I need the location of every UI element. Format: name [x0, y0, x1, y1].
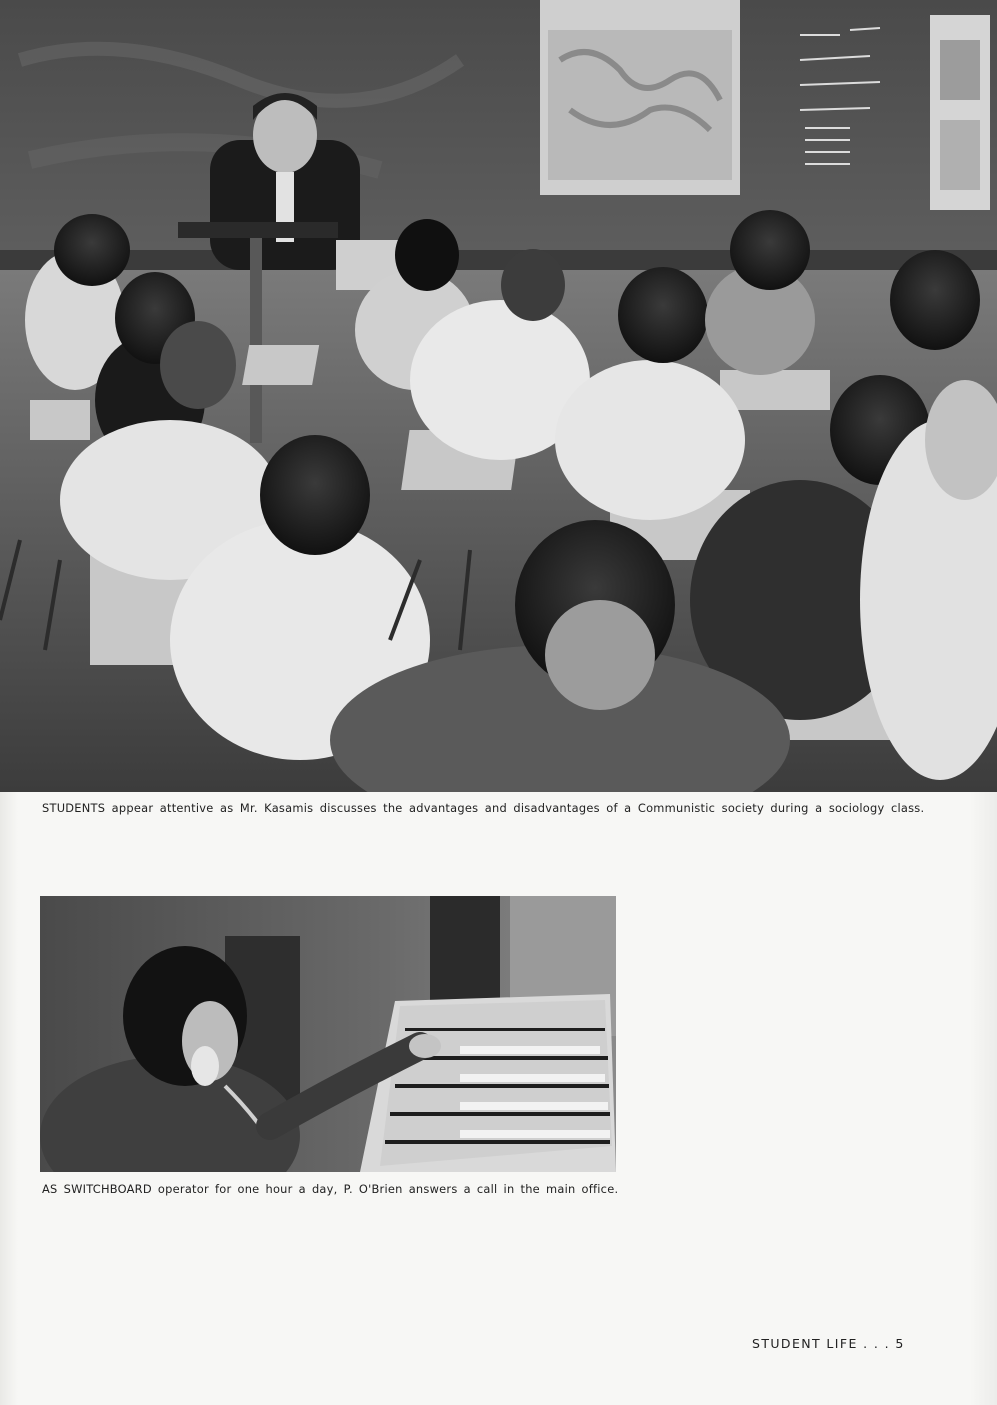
section-label: STUDENT LIFE . . . [752, 1336, 890, 1351]
switchboard-photo [40, 896, 616, 1172]
page-footer [752, 1336, 952, 1351]
switchboard-photo-caption: AS SWITCHBOARD operator for one hour a day, P. O'Brien answers a call in the main office. [42, 1182, 619, 1196]
page-number: 5 [895, 1336, 905, 1351]
classroom-photo-caption: STUDENTS appear attentive as Mr. Kasamis discusses the advantages and disadvantages of a Communistic society during a sociology class. [42, 801, 925, 815]
